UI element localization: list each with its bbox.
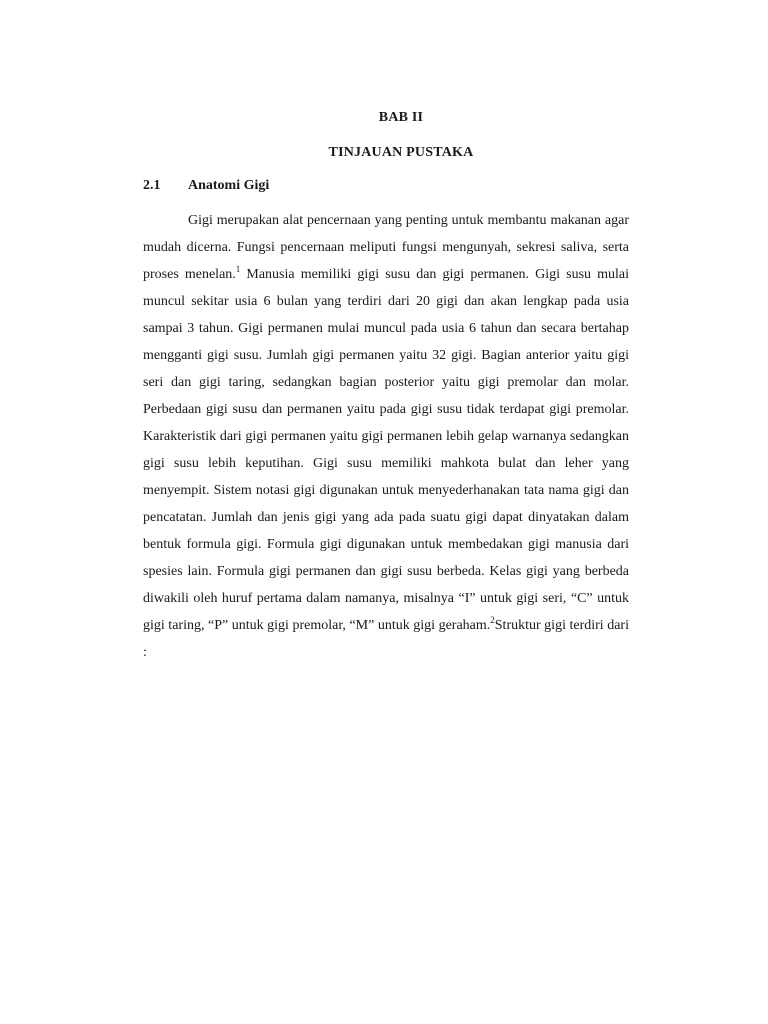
chapter-number: BAB II xyxy=(378,110,424,125)
footnote-marker-1[interactable]: 1 xyxy=(235,264,241,274)
chapter-title: TINJAUAN PUSTAKA xyxy=(328,145,474,160)
section-heading xyxy=(143,178,269,194)
footnote-marker-2[interactable]: 2 xyxy=(490,615,495,625)
paragraph-text-part2: Manusia memiliki gigi susu dan gigi permanen. Gigi susu mulai muncul sekitar usia 6 bulan yang terdiri dari 20 gigi dan akan lengkap pada usia sampai 3 tahun. Gigi permanen mulai muncul pada usia 6 tahun dan secara bertahap mengganti gigi susu. Jumlah gigi permanen yaitu 32 gigi. Bagian anterior yaitu gigi seri dan gigi taring, sedangkan bagian posterior yaitu gigi premolar dan molar. Perbedaan gigi susu dan permanen yaitu pada gigi susu tidak terdapat gigi premolar. Karakteristik dari gigi permanen yaitu gigi permanen lebih gelap warnanya sedangkan gigi susu lebih keputihan. Gigi susu memiliki mahkota bulat dan leher yang menyempit. Sistem notasi gigi digunakan untuk menyederhanakan tata nama gigi dan pencatatan. Jumlah dan jenis gigi yang ada pada suatu gigi dapat dinyatakan dalam bentuk formula gigi. Formula gigi digunakan untuk membedakan gigi manusia dari spesies lain. Formula gigi permanen dan gigi susu berbeda. Kelas gigi yang berbeda diwakili oleh huruf pertama dalam namanya, misalnya “I” untuk gigi seri, “C” untuk gigi taring, “P” untuk gigi premolar, “M” untuk gigi geraham. xyxy=(143,267,630,633)
paragraph-text-part1: Gigi merupakan alat pencernaan yang penting untuk membantu makanan agar mudah dicerna. Fungsi pencernaan meliputi fungsi mengunyah, sekresi saliva, serta proses menelan. xyxy=(143,213,629,282)
section-number: 2.1 xyxy=(143,178,161,193)
body-paragraph xyxy=(143,207,629,666)
paragraph-text-part3: Struktur gigi terdiri dari : xyxy=(143,618,629,660)
section-title: Anatomi Gigi xyxy=(188,178,270,193)
